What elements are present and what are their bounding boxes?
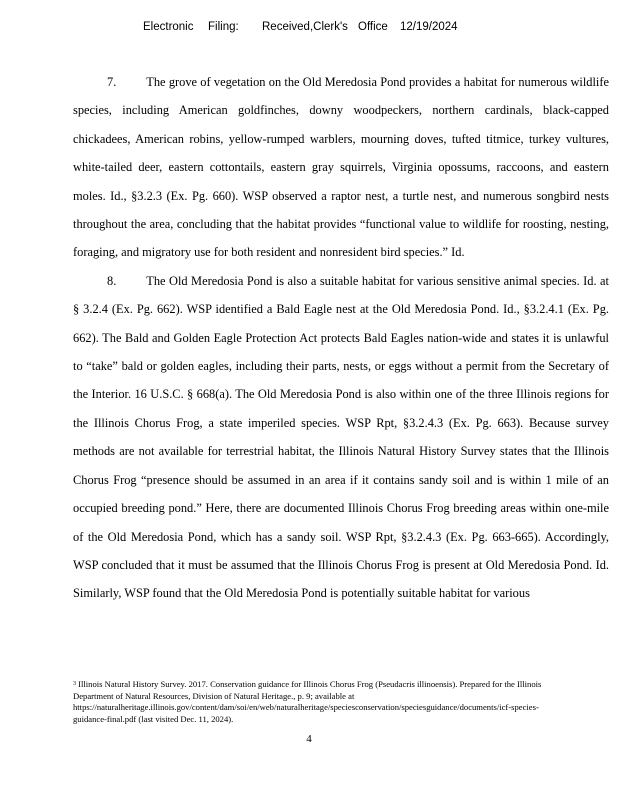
paragraph-number: 7. bbox=[107, 75, 117, 89]
footnote-text: Illinois Natural History Survey. 2017. Conservation guidance for Illinois Chorus Frog (Pseudacris illinoensis). Prepared for the Illinois Department of Natural Resources, Division of Natural Heritage., p. 9; available at https://naturalheritage.illinois.gov/content/dam/soi/en/web/naturalheritage/speciesconservation/speciesguidance/documents/icf-species-guidance-final.pdf (last visited Dec. 11, 2024). bbox=[73, 679, 542, 724]
paragraph-number: 8. bbox=[107, 273, 117, 288]
footnote-marker: 3 bbox=[73, 681, 76, 687]
header-electronic: Electronic bbox=[143, 21, 194, 33]
footnote bbox=[73, 679, 551, 725]
header-date: 12/19/2024 bbox=[400, 21, 458, 33]
page-number: 4 bbox=[306, 733, 312, 745]
document-body bbox=[73, 68, 609, 608]
paragraph-7 bbox=[73, 68, 609, 267]
header-office: Office bbox=[358, 21, 388, 33]
header-received: Received,Clerk's bbox=[262, 21, 348, 33]
paragraph-text: The grove of vegetation on the Old Meredosia Pond provides a habitat for numerous wildlife species, including American goldfinches, downy woodpeckers, northern cardinals, black-capped chickadees, American robins, yellow-rumped warblers, mourning doves, tufted titmice, turkey vultures, white-tailed deer, eastern cottontails, eastern gray squirrels, Virginia opossums, raccoons, and eastern moles. Id., §3.2.3 (Ex. Pg. 660). WSP observed a raptor nest, a turtle nest, and numerous songbird nests throughout the area, concluding that the habitat provides “functional value to wildlife for roosting, nesting, foraging, and migratory use for both resident and nonresident bird species.” Id. bbox=[73, 75, 609, 260]
header-filing: Filing: bbox=[208, 21, 239, 33]
paragraph-8 bbox=[73, 267, 609, 608]
paragraph-text: The Old Meredosia Pond is also a suitable habitat for various sensitive animal species. Id. at § 3.2.4 (Ex. Pg. 662). WSP identified a Bald Eagle nest at the Old Meredosia Pond. Id., §3.2.4.1 (Ex. Pg. 662). The Bald and Golden Eagle Protection Act protects Bald Eagles nation-wide and states it is unlawful to “take” bald or golden eagles, including their parts, nests, or eggs without a permit from the Secretary of the Interior. 16 U.S.C. § 668(a). The Old Meredosia Pond is also within one of the three Illinois regions for the Illinois Chorus Frog, a state imperiled species. WSP Rpt, §3.2.4.3 (Ex. Pg. 663). Because survey methods are not available for terrestrial habitat, the Illinois Natural History Survey states that the Illinois Chorus Frog “presence should be assumed in an area if it contains sandy soil and is within 1 mile of an occupied breeding pond.” Here, there are documented Illinois Chorus Frog breeding areas within one-mile of the Old Meredosia Pond, which has a sandy soil. WSP Rpt, §3.2.4.3 (Ex. Pg. 663-665). Accordingly, WSP concluded that it must be assumed that the Illinois Chorus Frog is present at Old Meredosia Pond. Id. Similarly, WSP found that the Old Meredosia Pond is potentially suitable habitat for various bbox=[73, 273, 609, 601]
